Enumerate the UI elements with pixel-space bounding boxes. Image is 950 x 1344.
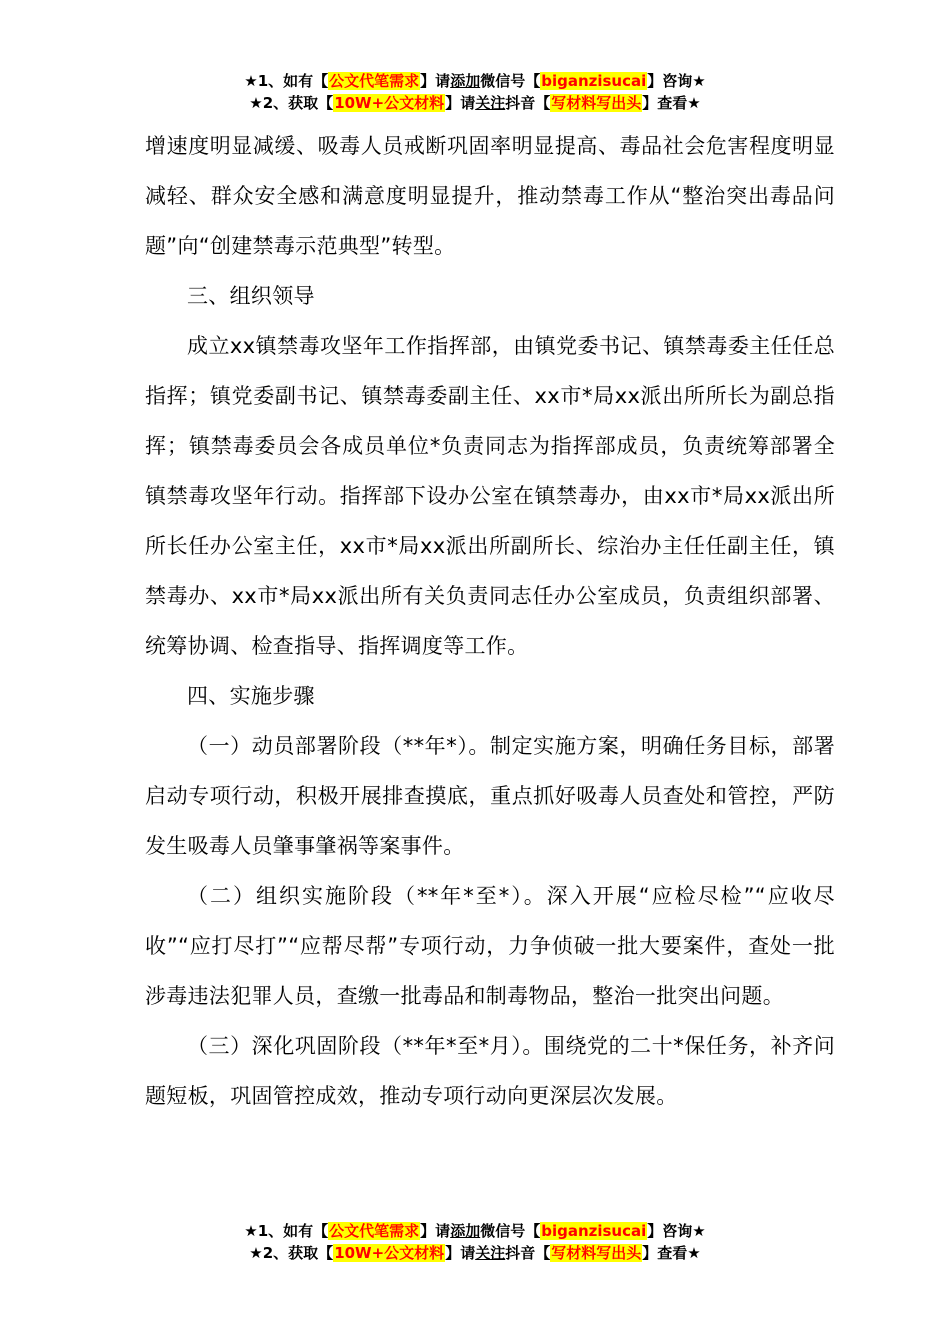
document-body — [145, 121, 835, 1121]
highlight-douyin-id: 写材料写出头 — [551, 94, 642, 112]
highlight-douyin-id: 写材料写出头 — [551, 1244, 642, 1262]
paragraph-step-2: （二）组织实施阶段（**年*至*）。深入开展“应检尽检”“应收尽收”“应打尽打”“应帮尽帮”专项行动，力争侦破一批大要案件，查处一批涉毒违法犯罪人员，查缴一批毒品和制毒物品，整治一批突出问题。 — [145, 884, 835, 1008]
section-heading-organization: 三、组织领导 — [187, 284, 315, 308]
section-heading-steps: 四、实施步骤 — [187, 684, 315, 708]
paragraph-step-1: （一）动员部署阶段（**年*）。制定实施方案，明确任务目标，部署启动专项行动，积极开展排查摸底，重点抓好吸毒人员查处和管控，严防发生吸毒人员肇事肇祸等案事件。 — [145, 734, 835, 858]
banner-line-1: ★1、如有【公文代笔需求】请添加微信号【biganzisucai】咨询★ — [244, 72, 706, 90]
footer-banner — [0, 1220, 950, 1264]
highlight-materials: 10W+公文材料 — [334, 1244, 445, 1262]
highlight-service: 公文代笔需求 — [329, 1222, 420, 1240]
banner-line-2: ★2、获取【10W+公文材料】请关注抖音【写材料写出头】查看★ — [249, 1244, 701, 1262]
highlight-materials: 10W+公文材料 — [334, 94, 445, 112]
banner-line-2: ★2、获取【10W+公文材料】请关注抖音【写材料写出头】查看★ — [249, 94, 701, 112]
highlight-wechat-id: biganzisucai — [541, 72, 647, 90]
highlight-service: 公文代笔需求 — [329, 72, 420, 90]
header-banner — [0, 70, 950, 114]
banner-line-1: ★1、如有【公文代笔需求】请添加微信号【biganzisucai】咨询★ — [244, 1222, 706, 1240]
paragraph-organization: 成立xx镇禁毒攻坚年工作指挥部，由镇党委书记、镇禁毒委主任任总指挥；镇党委副书记、镇禁毒委副主任、xx市*局xx派出所所长为副总指挥；镇禁毒委员会各成员单位*负责同志为指挥部成员，负责统筹部署全镇禁毒攻坚年行动。指挥部下设办公室在镇禁毒办，由xx市*局xx派出所所长任办公室主任，xx市*局xx派出所副所长、综治办主任任副主任，镇禁毒办、xx市*局xx派出所有关负责同志任办公室成员，负责组织部署、统筹协调、检查指导、指挥调度等工作。 — [145, 334, 835, 658]
highlight-wechat-id: biganzisucai — [541, 1222, 647, 1240]
paragraph-goals-continued: 增速度明显减缓、吸毒人员戒断巩固率明显提高、毒品社会危害程度明显减轻、群众安全感和满意度明显提升，推动禁毒工作从“整治突出毒品问题”向“创建禁毒示范典型”转型。 — [145, 134, 835, 258]
paragraph-step-3: （三）深化巩固阶段（**年*至*月）。围绕党的二十*保任务，补齐问题短板，巩固管控成效，推动专项行动向更深层次发展。 — [145, 1034, 835, 1108]
